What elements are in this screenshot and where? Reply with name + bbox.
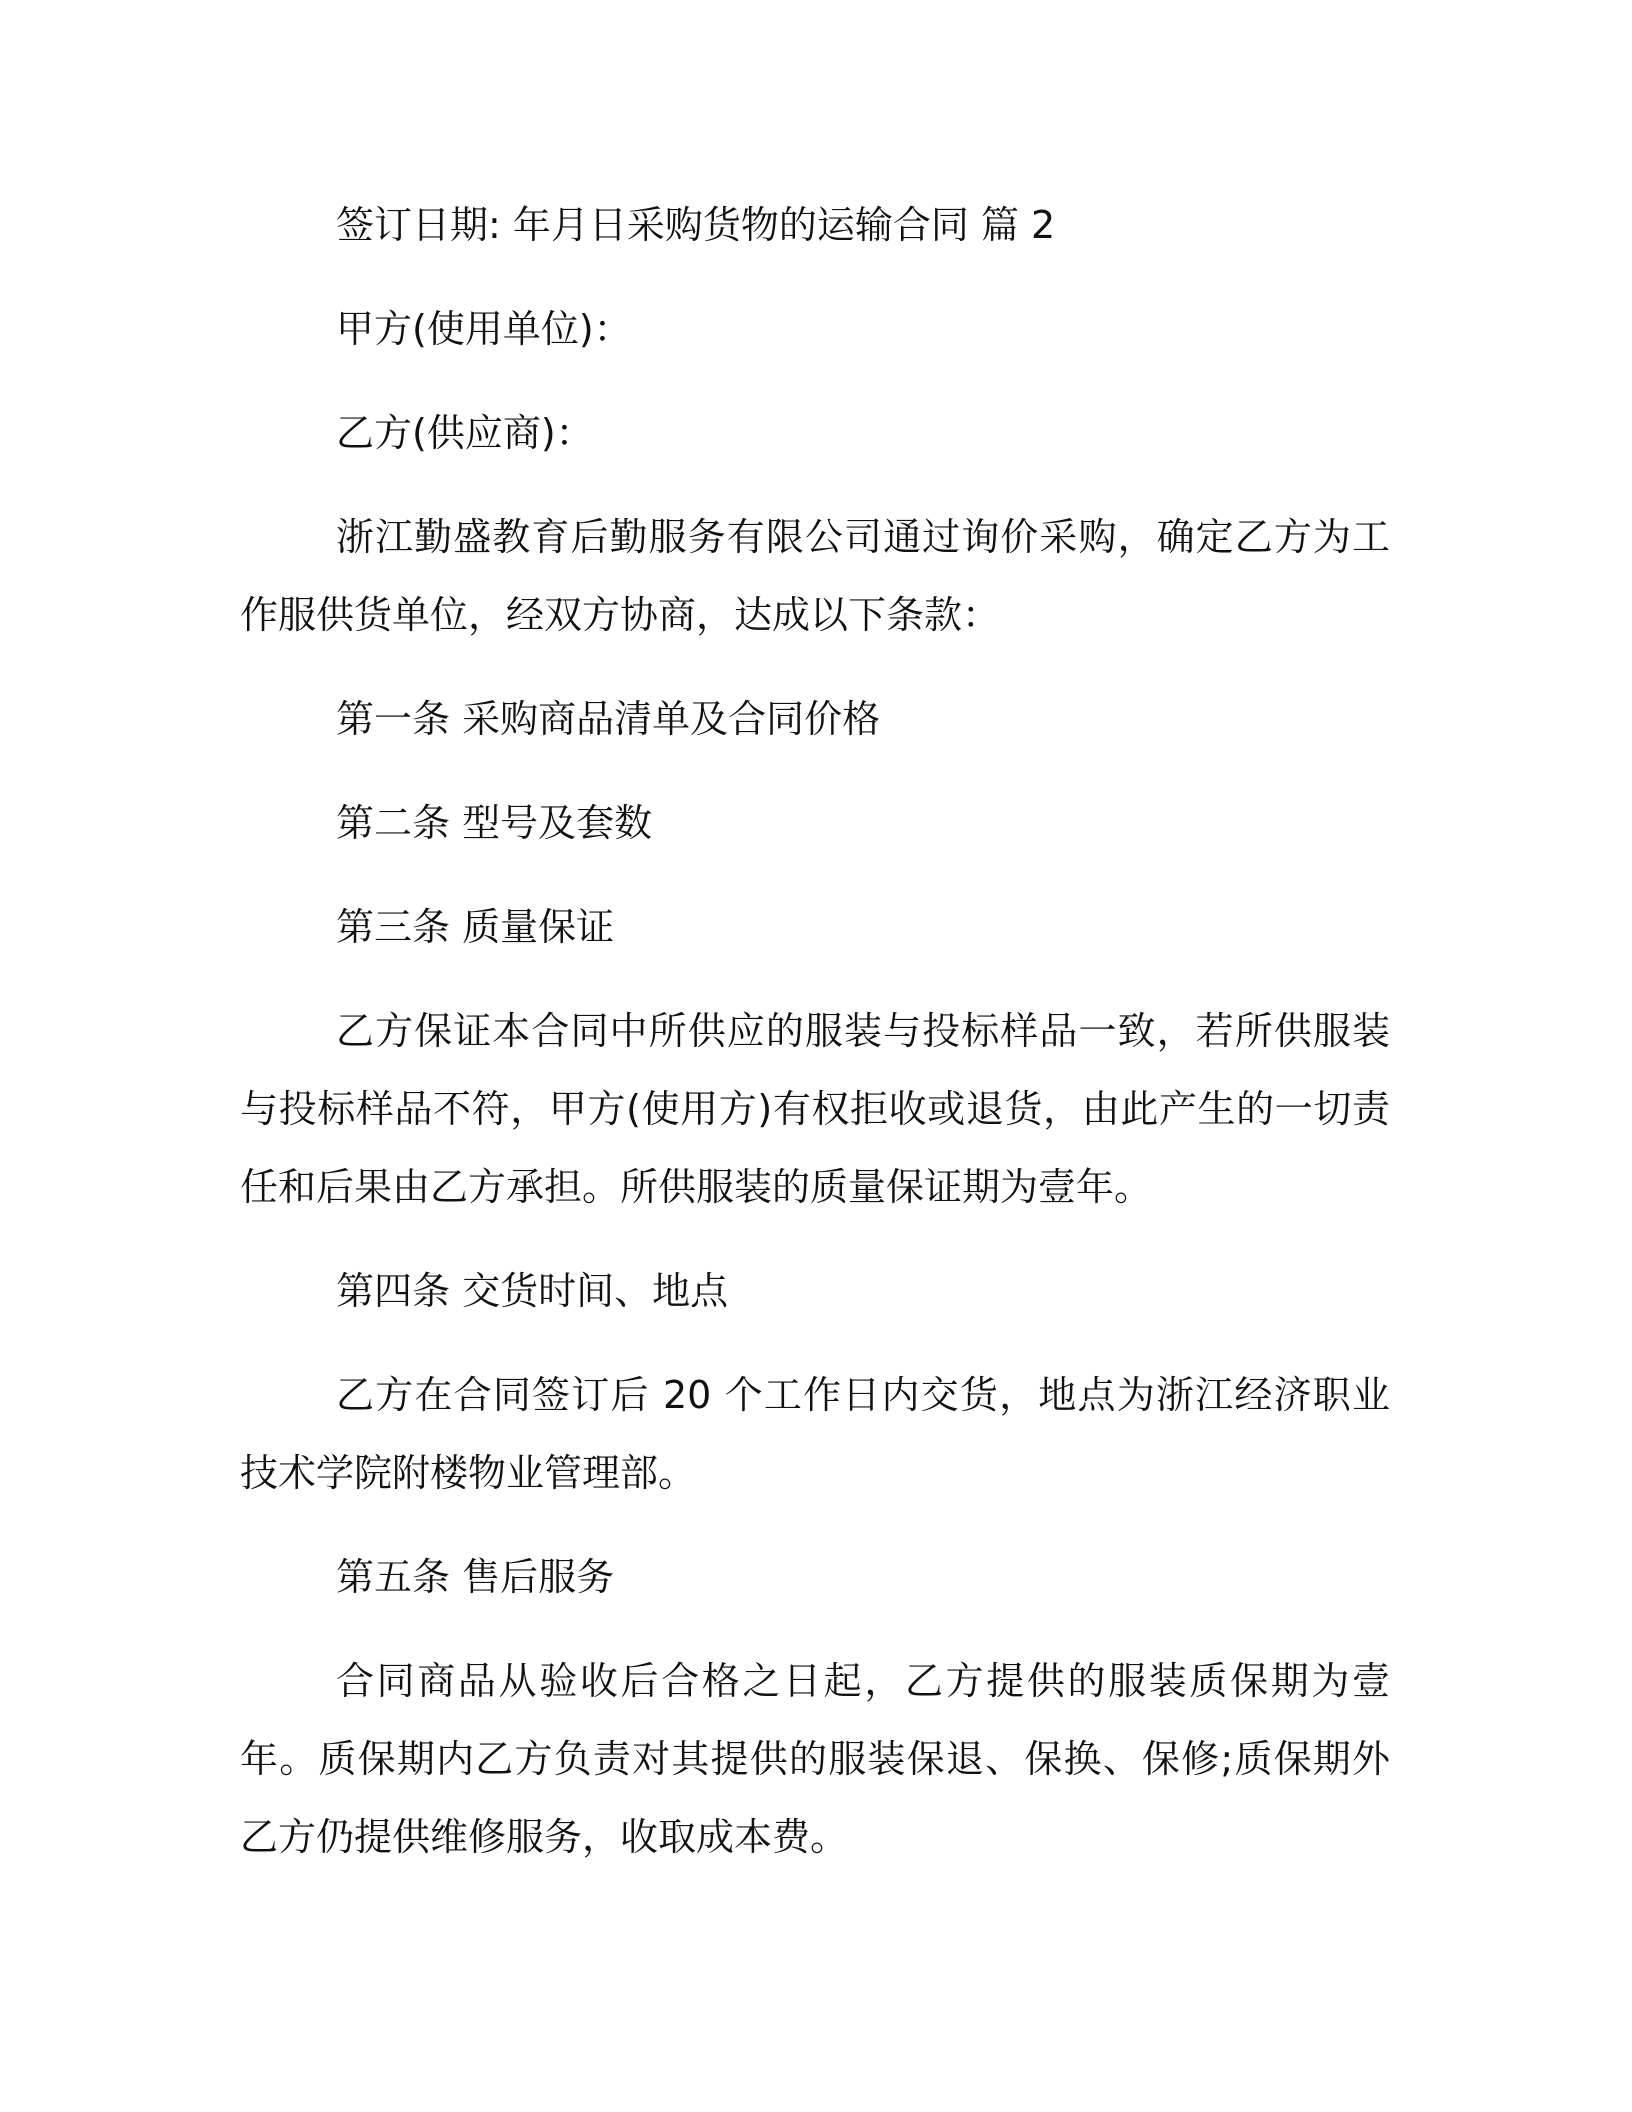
party-b-line: 乙方(供应商)：	[336, 411, 594, 455]
quality-guarantee-paragraph: 乙方保证本合同中所供应的服装与投标样品一致，若所供服装与投标样品不符，甲方(使用方)有权拒收或退货，由此产生的一切责任和后果由乙方承担。所供服装的质量保证期为壹年。	[240, 1009, 1390, 1209]
article-1-heading: 第一条 采购商品清单及合同价格	[336, 697, 881, 741]
article-4-heading: 第四条 交货时间、地点	[336, 1269, 729, 1313]
intro-paragraph: 浙江勤盛教育后勤服务有限公司通过询价采购，确定乙方为工作服供货单位，经双方协商，达成以下条款：	[240, 515, 1390, 637]
article-3-heading: 第三条 质量保证	[336, 905, 615, 949]
document-body	[240, 186, 1390, 1902]
delivery-paragraph: 乙方在合同签订后 20 个工作日内交货，地点为浙江经济职业技术学院附楼物业管理部。	[240, 1373, 1390, 1495]
article-2-heading: 第二条 型号及套数	[336, 801, 653, 845]
article-5-heading: 第五条 售后服务	[336, 1555, 615, 1599]
signing-date-line: 签订日期: 年月日采购货物的运输合同 篇 2	[336, 203, 1056, 247]
party-a-line: 甲方(使用单位)：	[336, 307, 632, 351]
after-sales-paragraph: 合同商品从验收后合格之日起，乙方提供的服装质保期为壹年。质保期内乙方负责对其提供的服装保退、保换、保修;质保期外乙方仍提供维修服务，收取成本费。	[240, 1659, 1390, 1859]
